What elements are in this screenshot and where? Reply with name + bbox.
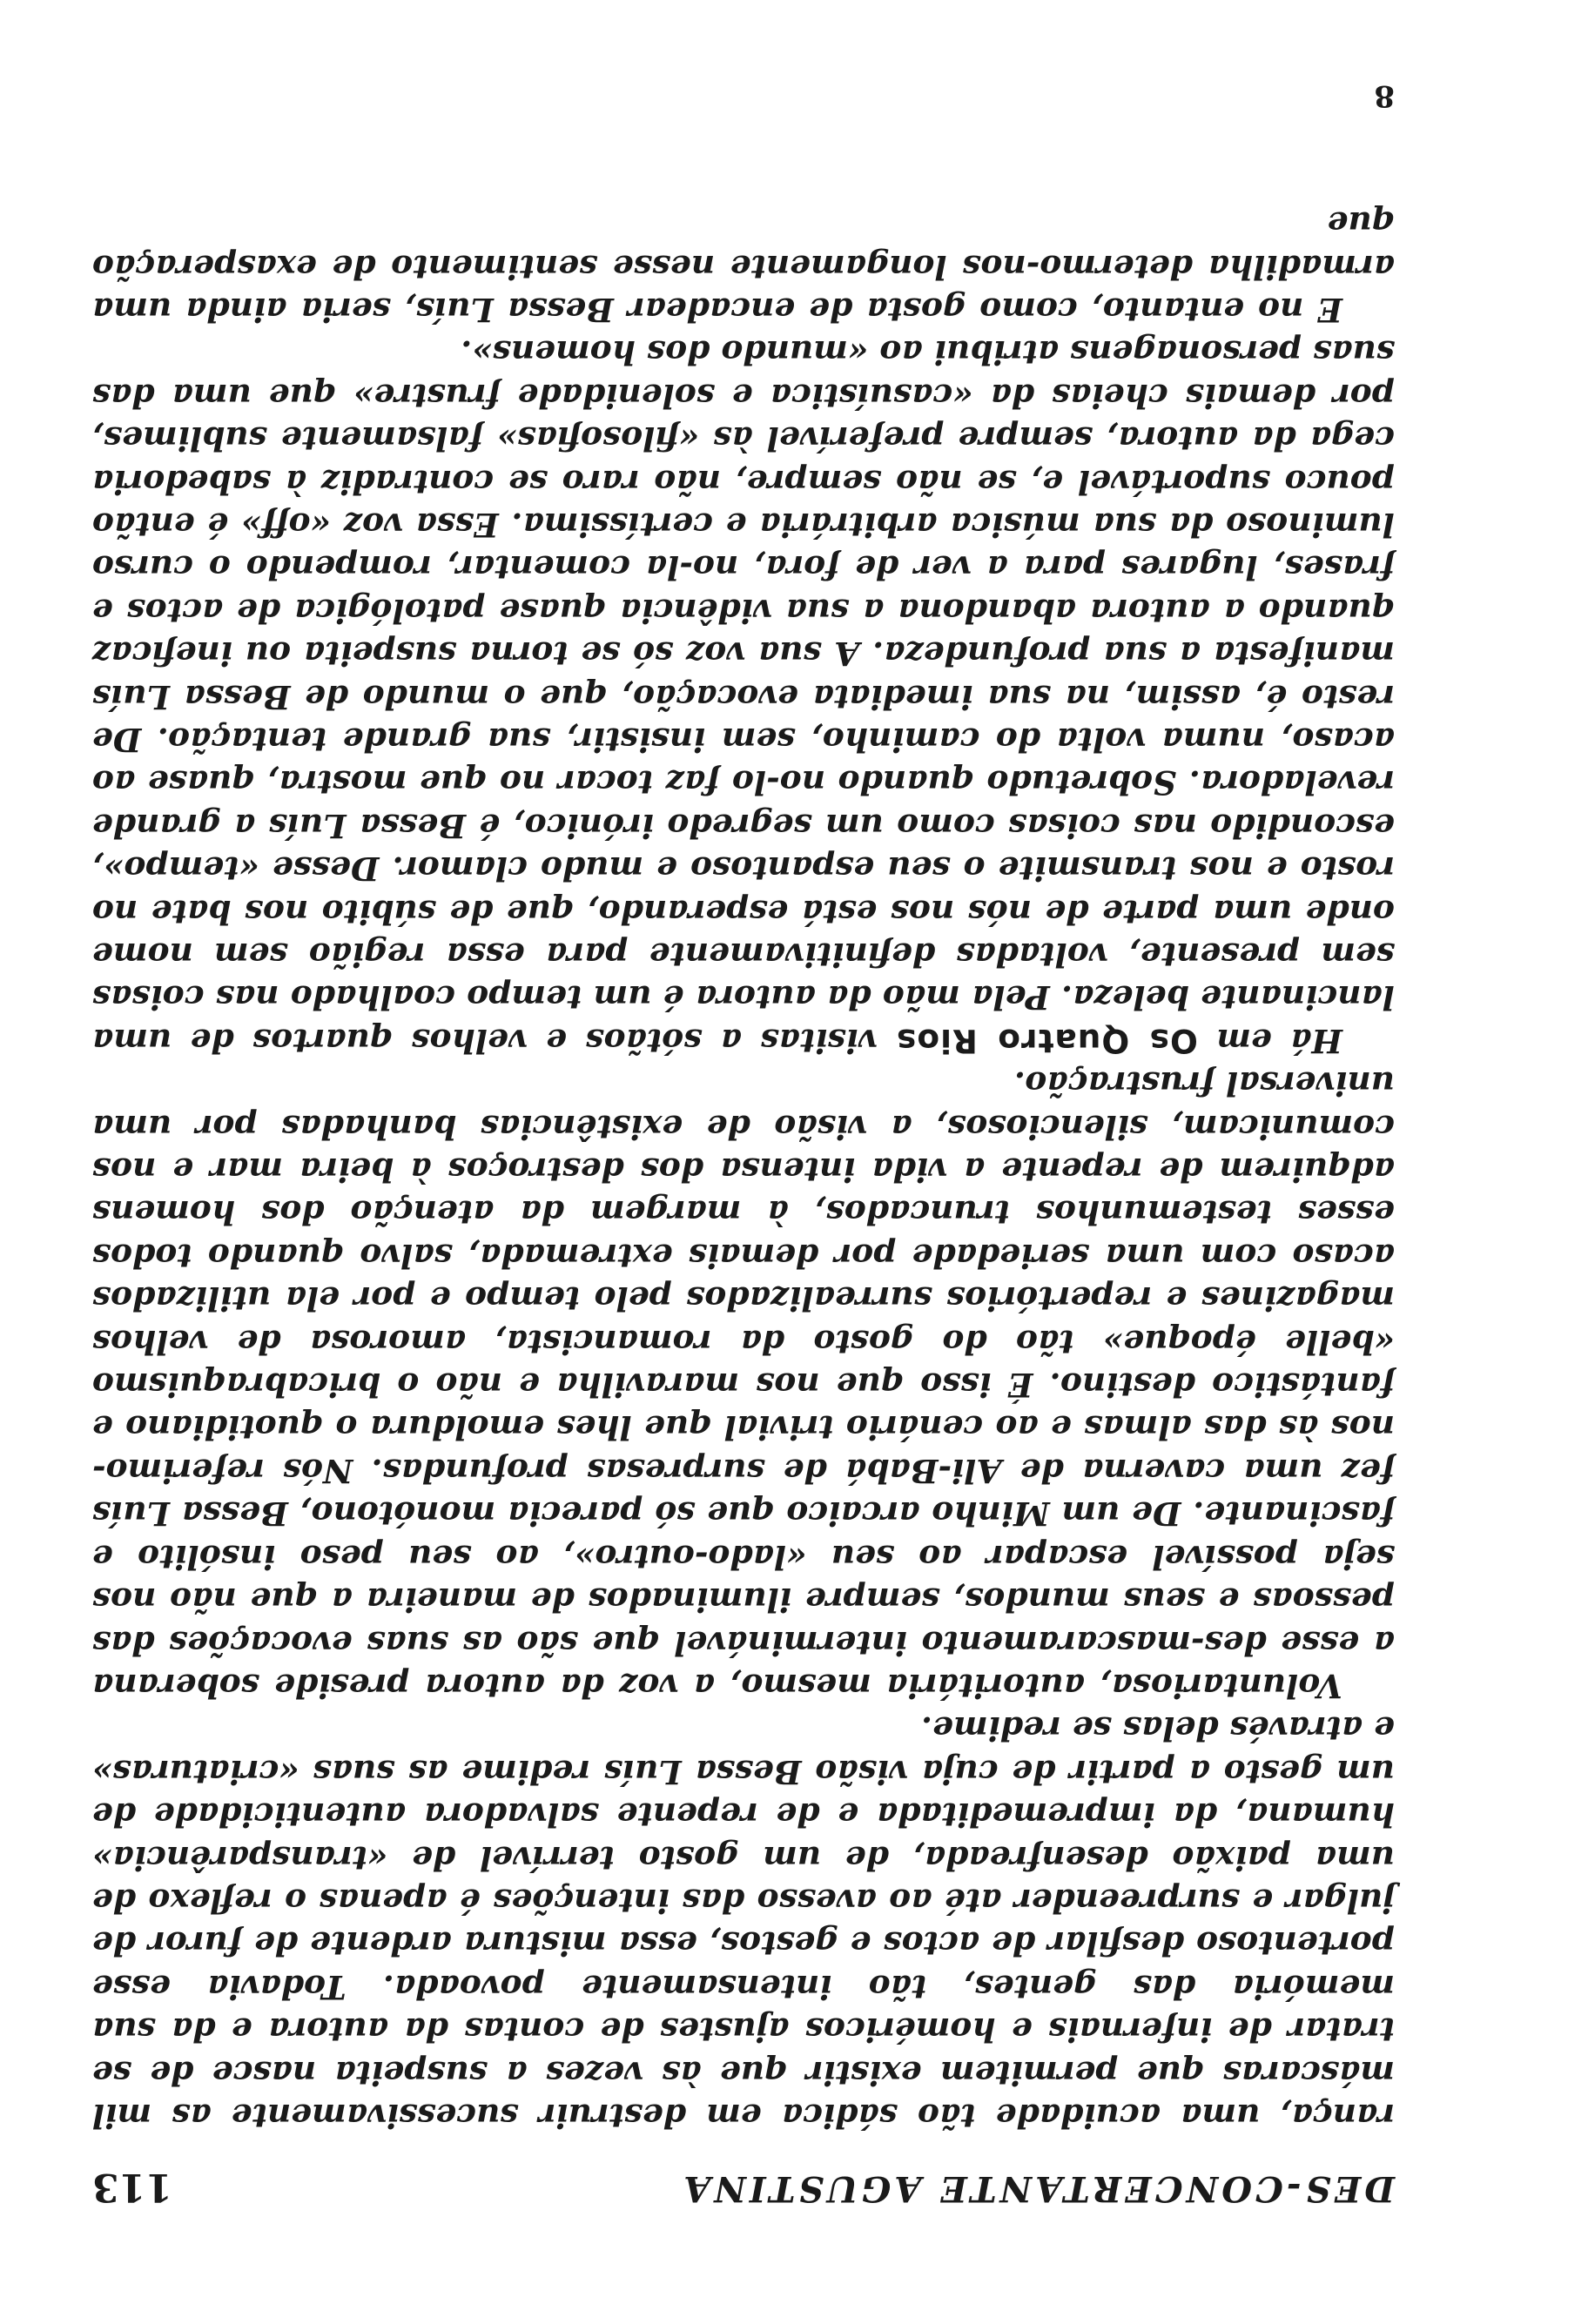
paragraph-4: E no entanto, como gosta de encadear Bessa Luís, seria ainda uma armadilha determo-nos longamente nesse sentimento de exasperação que (92, 205, 1395, 329)
footnote-mark: 8 (1374, 78, 1395, 113)
paragraph-1: rança, uma acuidade tão sádica em destruir sucessivamente as mil máscaras que permitem existir que às vezes a suspeita nasce de se tratar de infernais e homéricos ajustes de contas da autora e da sua memória das gentes, tão intensamente povoada. Todavia esse portentoso desfilar de actos e gestos, essa mistura ardente de furor de julgar e surpreender até ao avesso das intenções é apenas o reflexo de uma paixão desenfreada, de um gosto terrível de «transparência» humana, da impremeditada e de repente salvadora autenticidade de um gesto a partir de cuja visão Bessa Luís redime as suas «criaturas» e através delas se redime. (92, 1709, 1395, 2135)
book-title-reference: Os Quatro Rios (896, 1021, 1198, 1060)
paragraph-3-lead: Há em (1197, 1021, 1342, 1060)
running-head: DES-CONCERTANTE AGUSTINA (680, 2168, 1395, 2209)
paragraph-3 (92, 331, 1395, 1062)
body-text (92, 202, 1395, 2137)
paragraph-3-rest: visitas a sótãos e velhos quartos de uma lancinante beleza. Pela mão da autora é um tempo coalhado nas coisas sem presente, voltadas definitivamente para essa região sem nome onde uma parte de nós nos está esperando, que de súbito nos bate no rosto e nos transmite o seu espantoso e mudo clamor. Desse «tempo», escondido nas coisas como um segredo irónico, é Bessa Luís a grande reveladora. Sobretudo quando no-lo faz tocar no que mostra, quase ao acaso, numa volta do caminho, sem insistir, sua grande tentação. De resto é, assim, na sua imediata evocação, que o mundo de Bessa Luís manifesta a sua profundeza. A sua voz só se torna suspeita ou ineficaz quando a autora abandona a sua vidência quase patológica de actos e frases, lugares para a ver de fora, no-la comentar, rompendo o curso luminoso da sua música arbitrária e certíssima. Essa voz «off» é então pouco suportável e, se não sempre, não raro se contradiz à sabedoria cega da autora, sempre preferível às «filosofias» falsamente sublimes, por demais cheias da «casuística e solenidade frustre» que uma das suas personagens atribui ao «mundo dos homens». (91, 333, 1395, 1060)
page-number: 113 (92, 2165, 172, 2209)
page-header (92, 2157, 1395, 2209)
paragraph-2: Voluntariosa, autoritária mesmo, a voz da autora preside soberana a esse des-mascaramento interminável que são as suas evocações das pessoas e seus mundos, sempre iluminados de maneira a que não nos seja possível escapar ao seu «lado-outro», ao seu peso insólito e fascinante. De um Minho arcaico que só parecia monótono, Bessa Luís fez uma caverna de Ali-Babá de surpresas profundas. Nós referimo-nos às das almas e ao cenário trivial que lhes emoldura o quotidiano e fantástico destino. É isso que nos maravilha e não o bricabraquismo «belle époque» tão do gosto da romancista, amorosa de velhos magazines e repertórios surrealizados pelo tempo e por ela utilizados acaso com uma seriedade por demais extremada, salvo quando todos esses testemunhos truncados, à margem da atenção dos homens adquirem de repente a vida intensa dos destroços à beira mar e nos comunicam, silenciosos, a visão de existências banhadas por uma universal frustração. (92, 1065, 1395, 1705)
